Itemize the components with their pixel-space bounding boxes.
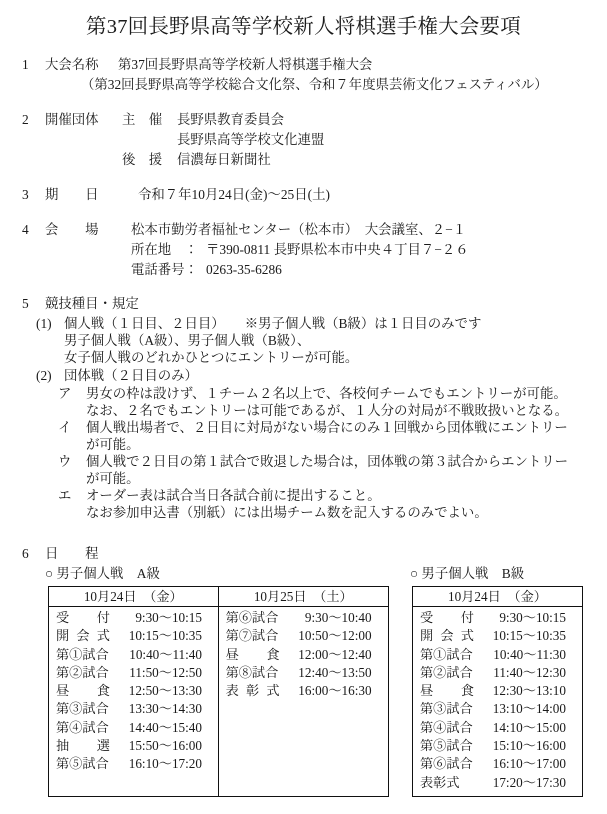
- table-row: [226, 664, 382, 682]
- schedule-heading-a: ○ 男子個人戦 A級: [45, 566, 160, 581]
- table-row: [56, 700, 212, 718]
- section-1-number: 1: [22, 57, 29, 72]
- section-4-venue: 松本市勤労者福祉センター（松本市） 大会議室、２−１: [131, 222, 467, 237]
- section-5-item2-title: 団体戦（２日目のみ）: [64, 368, 198, 383]
- event-label: 第②試合: [56, 664, 109, 680]
- event-label: 第④試合: [420, 719, 473, 735]
- event-time: 13:10〜14:00: [492, 701, 566, 717]
- event-time: 9:30〜10:15: [135, 610, 202, 625]
- table-b-header-row: [413, 587, 583, 607]
- table-a-body-row: [49, 607, 389, 797]
- table-row: [420, 737, 576, 755]
- schedule-heading-b: ○ 男子個人戦 B級: [410, 566, 525, 581]
- table-b-col1-header: 10月24日 （金）: [413, 587, 583, 607]
- event-time: 16:10〜17:20: [128, 756, 202, 772]
- event-label: 表彰式: [420, 774, 460, 790]
- section-4-address-label: 所在地 ：: [131, 242, 198, 257]
- event-label: 第③試合: [420, 701, 473, 717]
- section-3-date-value: 令和７年10月24日(金)〜25日(土): [138, 187, 330, 202]
- section-5-sub-e-line-2: なお参加申込書（別紙）には出場チーム数を記入するのみでよい。: [86, 505, 488, 520]
- section-2-number: 2: [22, 112, 29, 127]
- section-5-sub-i-line-2: が可能。: [86, 437, 140, 452]
- section-4-address-value: 〒390-0811 長野県松本市中央４丁目７−２６: [206, 242, 469, 257]
- schedule-table-a: [48, 586, 389, 797]
- table-b-col1-cell: [413, 607, 583, 797]
- section-6-number: 6: [22, 546, 29, 561]
- event-label: 第⑦試合: [225, 628, 279, 644]
- table-row: [56, 646, 212, 664]
- event-time: 10:15〜10:35: [128, 628, 202, 644]
- event-label: 開 会 式: [56, 628, 110, 644]
- section-4-tel-value: 0263-35-6286: [206, 262, 282, 277]
- section-2-label: 開催団体: [45, 112, 99, 127]
- event-time: 15:10〜16:00: [492, 738, 566, 754]
- event-time: 11:40〜12:30: [493, 664, 566, 680]
- section-5-label: 競技種目・規定: [45, 296, 139, 311]
- table-row: [420, 646, 576, 664]
- schedule-table-b: [412, 586, 583, 797]
- event-label: 第④試合: [56, 719, 109, 735]
- event-label: 第⑧試合: [225, 664, 279, 680]
- event-time: 10:40〜11:40: [129, 646, 202, 662]
- section-2-role-support: 後 援: [122, 152, 163, 167]
- event-label: 第⑥試合: [225, 610, 279, 625]
- section-5-item1-line2: 男子個人戦（A級）、男子個人戦（B級）、: [64, 333, 311, 348]
- section-5-sub-i-line-1: 個人戦出場者で、２日目に対局がない場合にのみ１回戦から団体戦にエントリー: [86, 420, 568, 435]
- section-5-sub-u-line-2: が可能。: [86, 471, 140, 486]
- event-time: 17:20〜17:30: [492, 774, 566, 790]
- event-label: 表 彰 式: [225, 683, 280, 699]
- table-row: [420, 755, 576, 773]
- section-5-sub-e-line-1: オーダー表は試合当日各試合前に提出すること。: [86, 488, 381, 503]
- event-time: 14:40〜15:40: [128, 719, 202, 735]
- event-time: 10:50〜12:00: [298, 628, 372, 644]
- section-1-line-2: （第32回長野県高等学校総合文化祭、令和７年度県芸術文化フェスティバル）: [81, 77, 548, 92]
- section-4-number: 4: [22, 222, 29, 237]
- section-1-line-1: 第37回長野県高等学校新人将棋選手権大会: [118, 57, 373, 72]
- event-label: 昼 食: [420, 683, 474, 699]
- section-5-sub-a-line-2: なお、２名でもエントリーは可能であるが、１人分の対局が不戦敗扱いとなる。: [86, 403, 569, 418]
- event-label: 受 付: [56, 610, 110, 625]
- table-row: [56, 609, 212, 627]
- table-row: [56, 627, 212, 645]
- event-label: 昼 食: [225, 646, 280, 662]
- event-time: 9:30〜10:40: [304, 610, 372, 625]
- section-5-sub-i-marker: イ: [58, 420, 72, 435]
- section-5-item2-marker: (2): [36, 368, 52, 383]
- table-a-col1-header: 10月24日 （金）: [49, 587, 219, 607]
- table-row: [56, 737, 212, 755]
- page-title: 第37回長野県高等学校新人将棋選手権大会要項: [86, 16, 521, 38]
- section-5-item1-line3: 女子個人戦のどれかひとつにエントリーが可能。: [64, 350, 359, 365]
- table-row: [420, 682, 576, 700]
- event-time: 12:50〜13:30: [128, 683, 202, 699]
- event-label: 第⑥試合: [420, 756, 473, 772]
- event-label: 第⑤試合: [420, 738, 473, 754]
- section-5-sub-u-line-1: 個人戦で２日目の第１試合で敗退した場合は，団体戦の第３試合からエントリー: [86, 454, 569, 469]
- table-a-col1-cell: [49, 607, 219, 797]
- section-5-sub-e-marker: エ: [58, 488, 72, 503]
- event-time: 11:50〜12:50: [129, 664, 202, 680]
- section-5-sub-a-line-1: 男女の枠は設けず、１チーム２名以上で、各校何チームでもエントリーが可能。: [86, 386, 567, 401]
- section-2-org-1: 長野県教育委員会: [177, 112, 285, 127]
- table-row: [420, 719, 576, 737]
- event-label: 第③試合: [56, 701, 109, 717]
- table-row: [420, 664, 576, 682]
- event-time: 12:40〜13:50: [298, 664, 372, 680]
- table-row: [226, 609, 382, 627]
- table-row: [420, 609, 576, 627]
- event-label: 第②試合: [420, 664, 473, 680]
- section-2-org-2: 長野県高等学校文化連盟: [177, 132, 325, 147]
- section-2-org-3: 信濃毎日新聞社: [177, 152, 271, 167]
- table-row: [56, 719, 212, 737]
- table-row: [420, 627, 576, 645]
- event-label: 第⑤試合: [56, 756, 109, 772]
- table-row: [420, 700, 576, 718]
- event-time: 15:50〜16:00: [128, 738, 202, 754]
- section-6-label: 日 程: [45, 546, 99, 561]
- event-label: 第①試合: [56, 646, 109, 662]
- table-a-header-row: [49, 587, 389, 607]
- section-5-item1-marker: (1): [36, 316, 52, 331]
- event-time: 10:40〜11:30: [493, 646, 566, 662]
- section-5-number: 5: [22, 296, 29, 311]
- event-time: 12:30〜13:10: [492, 683, 566, 699]
- section-2-role-host: 主 催: [122, 112, 163, 127]
- table-b-body-row: [413, 607, 583, 797]
- section-3-label: 期 日: [45, 187, 99, 202]
- event-time: 16:00〜16:30: [298, 683, 372, 699]
- table-row: [56, 664, 212, 682]
- section-1-label: 大会名称: [45, 57, 99, 72]
- table-row: [56, 755, 212, 773]
- table-row: [226, 627, 382, 645]
- event-time: 9:30〜10:15: [499, 610, 566, 625]
- section-5-item1-title: 個人戦（１日目、２日目） ※男子個人戦（B級）は１日目のみです: [64, 316, 482, 331]
- event-label: 昼 食: [56, 683, 110, 699]
- section-5-sub-a-marker: ア: [58, 386, 72, 401]
- event-time: 16:10〜17:00: [492, 756, 566, 772]
- table-row-spacer: [56, 774, 212, 792]
- event-label: 受 付: [420, 610, 474, 625]
- event-label: 抽 選: [56, 738, 110, 754]
- section-4-tel-label: 電話番号：: [131, 262, 198, 277]
- event-time: 10:15〜10:35: [492, 628, 566, 644]
- section-3-number: 3: [22, 187, 29, 202]
- table-row: [226, 646, 382, 664]
- event-time: 12:00〜12:40: [298, 646, 372, 662]
- section-4-label: 会 場: [45, 222, 99, 237]
- table-a-col2-cell: [218, 607, 388, 797]
- table-row: [56, 682, 212, 700]
- table-a-col2-header: 10月25日 （土）: [218, 587, 388, 607]
- event-time: 13:30〜14:30: [128, 701, 202, 717]
- event-time: 14:10〜15:00: [492, 719, 566, 735]
- event-label: 開 会 式: [420, 628, 474, 644]
- event-label: 第①試合: [420, 646, 473, 662]
- table-row: [226, 682, 382, 700]
- table-row: [420, 774, 576, 792]
- section-5-sub-u-marker: ウ: [58, 454, 72, 469]
